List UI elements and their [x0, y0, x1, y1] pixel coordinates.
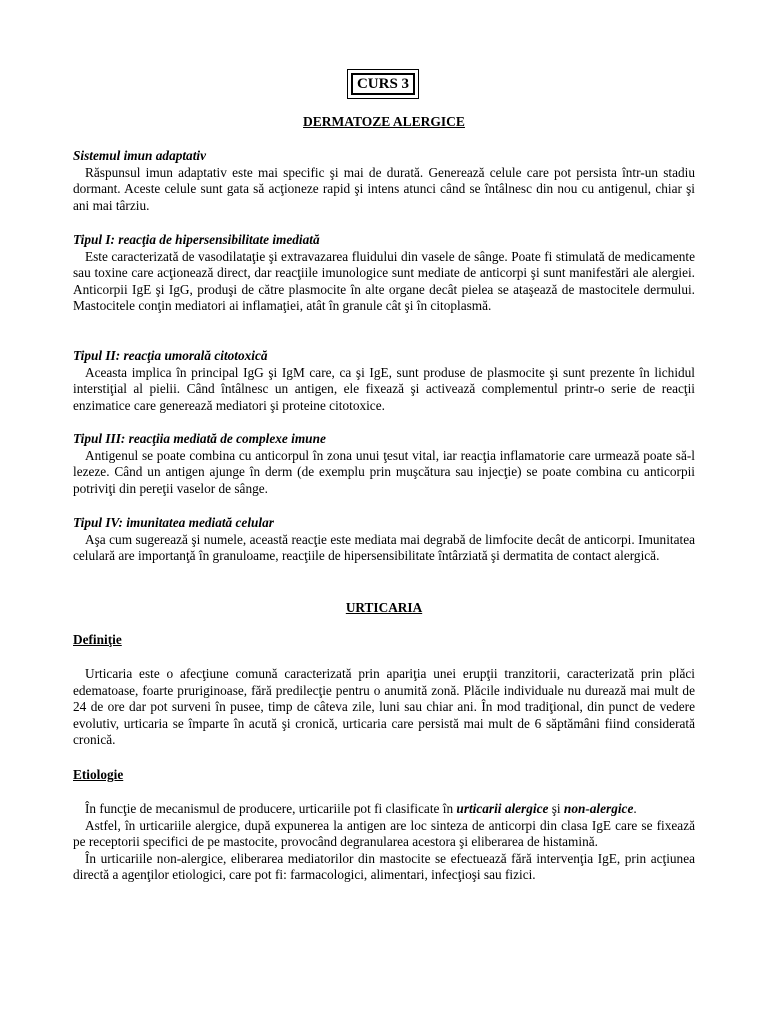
section-paragraph: Aceasta implica în principal IgG şi IgM care, ca şi IgE, sunt produse de plasmocite şi sunt prezente în lichidul interstiţial al pielii. Când întâlnesc un antigen, ele fixează şi activează complementul printr-o serie de reacţii enzimatice care generează mediatori şi proteine citotoxice. — [73, 364, 695, 413]
section-tip4 — [73, 515, 695, 565]
section-paragraph: Răspunsul imun adaptativ este mai specific şi mai de durată. Generează celule care pot persista într-un stadiu dormant. Aceste celule sunt gata să acţioneze rapid şi intens atunci când se întâlnesc din nou cu antigenul, chiar şi ani mai târziu. — [73, 164, 695, 213]
course-label-box — [347, 69, 419, 99]
etiologie-paragraph-1 — [73, 801, 695, 818]
section-heading: Tipul IV: imunitatea mediată celular — [73, 515, 274, 530]
definitie-section — [73, 666, 695, 749]
course-label: CURS 3 — [351, 73, 415, 95]
section-paragraph: Antigenul se poate combina cu anticorpul în zona unui ţesut vital, iar reacţia inflamatorie care urmează poate să-l lezeze. Când un antigen ajunge în derm (de exemplu prin muşcătura sau injecţie) se poate combina cu anticorpii potriviţi din pereţii vaselor de sânge. — [73, 447, 695, 496]
emphasis-alergice: urticarii alergice — [456, 801, 549, 816]
etiologie-paragraph-2: Astfel, în urticariile alergice, după expunerea la antigen are loc sinteza de anticorpi din clasa IgE care se fixează pe receptorii specifici de pe mastocite, provocând degranularea acestora şi eliberarea de histamină. — [73, 817, 695, 850]
document-title: DERMATOZE ALERGICE — [303, 114, 465, 129]
text-span: şi — [548, 801, 564, 816]
urticaria-heading: URTICARIA — [345, 600, 423, 615]
etiologie-section — [73, 801, 695, 884]
section-heading: Sistemul imun adaptativ — [73, 148, 206, 163]
text-span: În funcţie de mecanismul de producere, urticariile pot fi clasificate în — [85, 801, 457, 816]
section-heading: Tipul I: reacţia de hipersensibilitate imediată — [73, 232, 320, 247]
section-tip1 — [73, 232, 695, 315]
text-span: . — [633, 801, 637, 816]
section-heading: Tipul III: reacţiia mediată de complexe imune — [73, 431, 326, 446]
section-paragraph: Este caracterizată de vasodilataţie şi extravazarea fluidului din vasele de sânge. Poate fi stimulată de medicamente sau toxine care acţionează direct, dar reacţiile imunologice sunt mediate de anticorpi şi sunt manifestări ale alergiei. Anticorpii IgE şi IgG, produşi de către plasmocite în alte organe decât pielea se ataşează de mastocitele dermului. Mastocitele conţin mediatori ai inflamaţiei, atât în granule cât şi în citoplasmă. — [73, 248, 695, 314]
section-tip2 — [73, 348, 695, 414]
etiologie-paragraph-3: În urticariile non-alergice, eliberarea mediatorilor din mastocite se efectuează fără intervenţia IgE, prin acţiunea directă a agenţilor etiologici, care pot fi: farmacologici, alimentari, infecţioşi sau fizici. — [73, 850, 695, 883]
section-tip3 — [73, 431, 695, 497]
section-sistem-imun — [73, 148, 695, 214]
emphasis-non-alergice: non-alergice — [563, 801, 634, 816]
definitie-paragraph: Urticaria este o afecţiune comună caracterizată prin apariţia unei erupţii tranzitorii, caracterizată prin plăci edematoase, foarte pruriginoase, fără predilecţie pentru o anumită zonă. Plăcile individuale nu durează mai mult de 24 de ore dar pot surveni în pusee, timp de câteva zile, luni sau chiar ani. În mod tradiţional, din punct de vedere evolutiv, urticaria se împarte în acută şi cronică, urticaria care persistă mai mult de 6 săptămâni fiind considerată cronică. — [73, 666, 695, 748]
etiologie-heading: Etiologie — [73, 767, 124, 782]
definitie-heading: Definiţie — [73, 632, 122, 647]
section-heading: Tipul II: reacţia umorală citotoxică — [73, 348, 268, 363]
section-paragraph: Aşa cum sugerează şi numele, această reacţie este mediata mai degrabă de limfocite decât de anticorpi. Imunitatea celulară are importanţă în granuloame, reacţiile de hipersensibilitate întârziată şi dermatita de contact alergică. — [73, 531, 695, 564]
